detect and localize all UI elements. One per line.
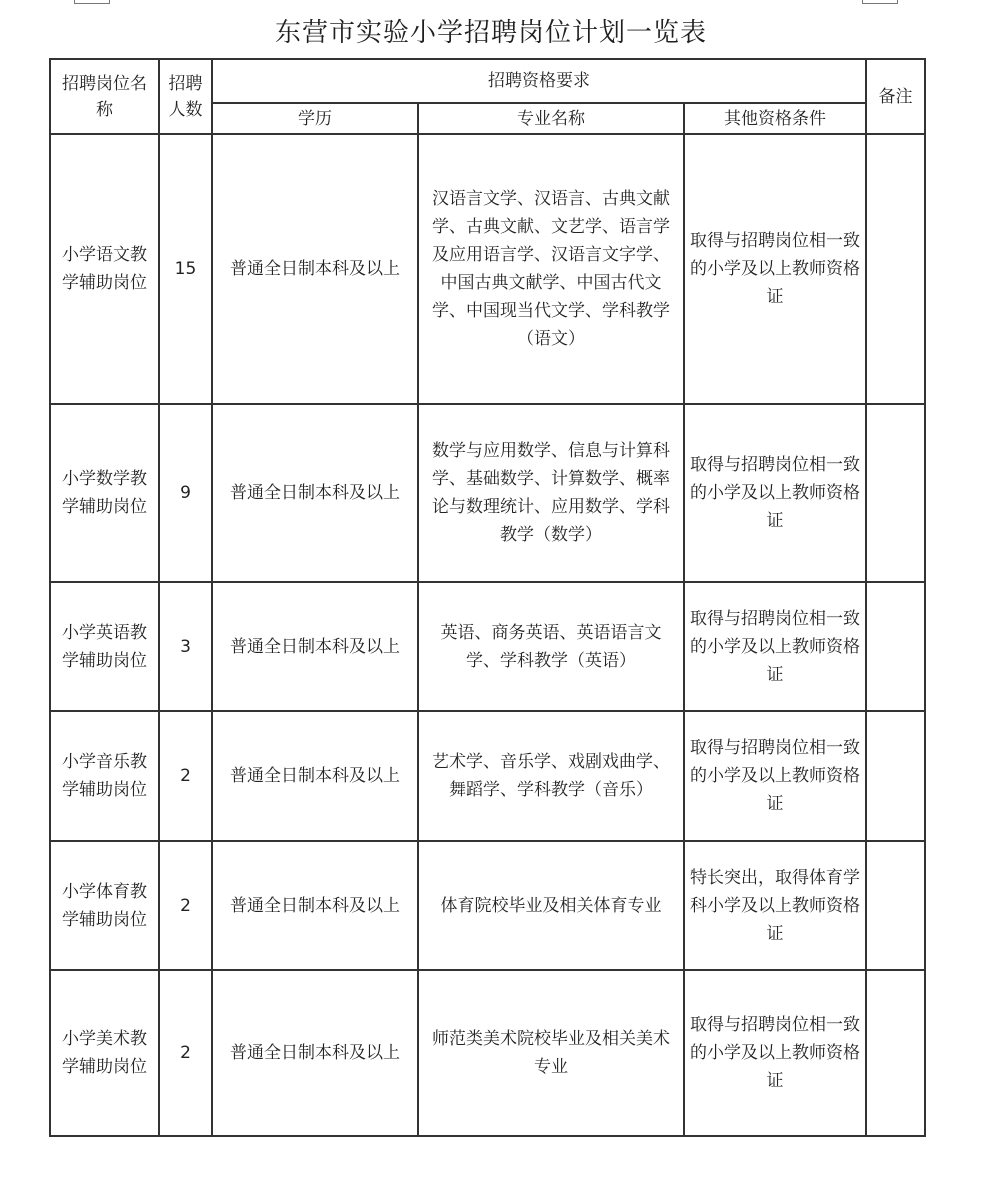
cell-count: 2	[159, 970, 212, 1136]
cell-major: 体育院校毕业及相关体育专业	[418, 841, 684, 970]
cell-remarks	[866, 134, 925, 404]
cell-other-qualifications: 取得与招聘岗位相一致的小学及以上教师资格证	[684, 970, 866, 1136]
table-row	[50, 970, 925, 1136]
header-education: 学历	[212, 103, 418, 134]
table-row	[50, 404, 925, 582]
cell-position: 小学数学教学辅助岗位	[50, 404, 159, 582]
cell-major: 汉语言文学、汉语言、古典文献学、古典文献、文艺学、语言学及应用语言学、汉语言文字学、中国古典文献学、中国古代文学、中国现当代文学、学科教学（语文）	[418, 134, 684, 404]
cell-count: 2	[159, 841, 212, 970]
header-remarks: 备注	[866, 59, 925, 134]
cell-other-qualifications: 取得与招聘岗位相一致的小学及以上教师资格证	[684, 404, 866, 582]
cell-remarks	[866, 582, 925, 711]
cell-other-qualifications: 取得与招聘岗位相一致的小学及以上教师资格证	[684, 582, 866, 711]
document-title: 东营市实验小学招聘岗位计划一览表	[274, 18, 707, 48]
recruitment-plan-table	[49, 58, 926, 1137]
cell-count: 3	[159, 582, 212, 711]
cell-education: 普通全日制本科及以上	[212, 582, 418, 711]
cell-remarks	[866, 404, 925, 582]
cell-other-qualifications: 取得与招聘岗位相一致的小学及以上教师资格证	[684, 711, 866, 841]
cell-count: 9	[159, 404, 212, 582]
cell-remarks	[866, 711, 925, 841]
cell-other-qualifications: 特长突出，取得体育学科小学及以上教师资格证	[684, 841, 866, 970]
cell-other-qualifications: 取得与招聘岗位相一致的小学及以上教师资格证	[684, 134, 866, 404]
cell-position: 小学美术教学辅助岗位	[50, 970, 159, 1136]
cell-major: 艺术学、音乐学、戏剧戏曲学、舞蹈学、学科教学（音乐）	[418, 711, 684, 841]
table-row	[50, 711, 925, 841]
cell-education: 普通全日制本科及以上	[212, 711, 418, 841]
table-row	[50, 134, 925, 404]
cell-education: 普通全日制本科及以上	[212, 404, 418, 582]
cell-remarks	[866, 970, 925, 1136]
cell-remarks	[866, 841, 925, 970]
header-requirements: 招聘资格要求	[212, 59, 866, 103]
table-row	[50, 841, 925, 970]
header-count: 招聘人数	[159, 59, 212, 134]
cell-major: 数学与应用数学、信息与计算科学、基础数学、计算数学、概率论与数理统计、应用数学、学科教学（数学）	[418, 404, 684, 582]
cell-education: 普通全日制本科及以上	[212, 970, 418, 1136]
cell-count: 2	[159, 711, 212, 841]
page-corner-mark-right	[862, 0, 898, 4]
table-row	[50, 582, 925, 711]
cell-education: 普通全日制本科及以上	[212, 134, 418, 404]
header-major: 专业名称	[418, 103, 684, 134]
header-row-top	[50, 59, 925, 103]
header-other-qualifications: 其他资格条件	[684, 103, 866, 134]
cell-major: 师范类美术院校毕业及相关美术专业	[418, 970, 684, 1136]
page-corner-mark-left	[74, 0, 110, 4]
cell-education: 普通全日制本科及以上	[212, 841, 418, 970]
cell-major: 英语、商务英语、英语语言文学、学科教学（英语）	[418, 582, 684, 711]
cell-count: 15	[159, 134, 212, 404]
cell-position: 小学体育教学辅助岗位	[50, 841, 159, 970]
cell-position: 小学音乐教学辅助岗位	[50, 711, 159, 841]
cell-position: 小学英语教学辅助岗位	[50, 582, 159, 711]
cell-position: 小学语文教学辅助岗位	[50, 134, 159, 404]
header-position-name: 招聘岗位名 称	[50, 59, 159, 134]
